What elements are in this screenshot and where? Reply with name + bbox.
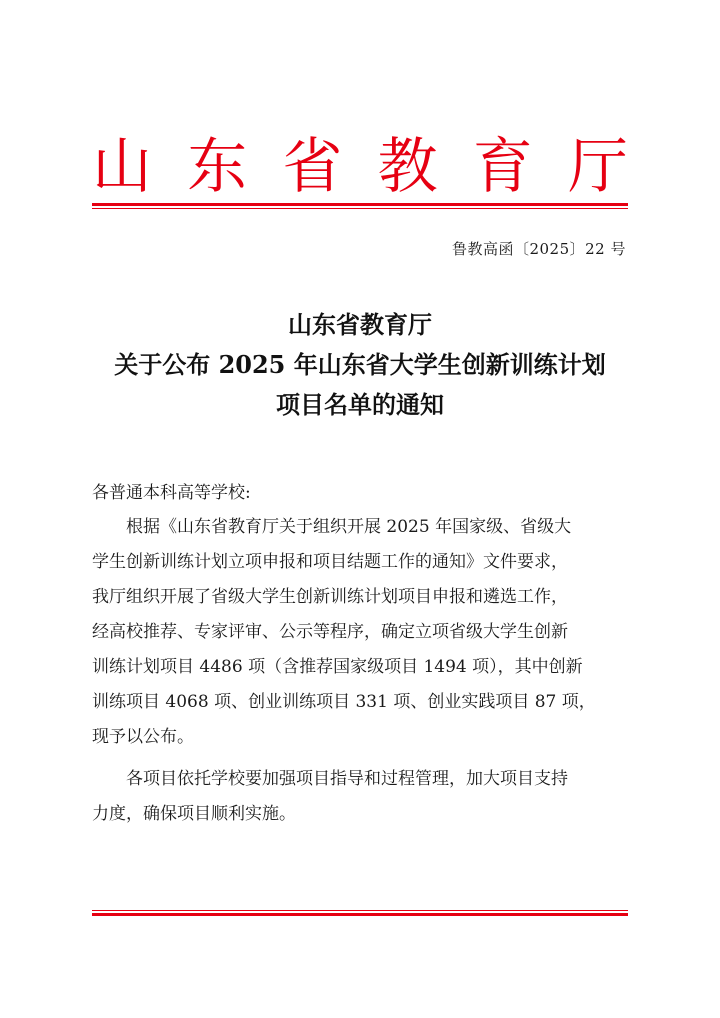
paragraph-line: 根据《山东省教育厅关于组织开展 2025 年国家级、省级大 bbox=[92, 517, 572, 537]
paragraph-line: 我厅组织开展了省级大学生创新训练计划项目申报和遴选工作， bbox=[92, 587, 568, 607]
body-paragraph-1 bbox=[92, 510, 630, 755]
paragraph-line: 力度，确保项目顺利实施。 bbox=[92, 804, 296, 824]
salutation: 各普通本科高等学校: bbox=[92, 483, 251, 503]
masthead-char: 东 bbox=[187, 132, 248, 202]
paragraph-line: 训练计划项目 4486 项（含推荐国家级项目 1494 项），其中创新 bbox=[92, 657, 583, 677]
masthead-char: 教 bbox=[377, 132, 438, 202]
footer-divider-thick bbox=[92, 913, 628, 916]
masthead-char: 省 bbox=[282, 132, 343, 202]
title-line-1: 山东省教育厅 bbox=[288, 310, 432, 339]
document-number: 鲁教高函〔2025〕22 号 bbox=[451, 240, 626, 258]
paragraph-line: 各项目依托学校要加强项目指导和过程管理，加大项目支持 bbox=[92, 769, 568, 789]
masthead-char: 厅 bbox=[567, 132, 628, 202]
title-line-3: 项目名单的通知 bbox=[276, 390, 444, 419]
masthead-char: 育 bbox=[472, 132, 533, 202]
paragraph-line: 经高校推荐、专家评审、公示等程序，确定立项省级大学生创新 bbox=[92, 622, 568, 642]
paragraph-line: 现予以公布。 bbox=[92, 727, 194, 747]
body-paragraph-2 bbox=[92, 762, 630, 832]
footer-divider-thin bbox=[92, 910, 628, 911]
document-title bbox=[92, 305, 628, 425]
title-line-2: 关于公布 2025 年山东省大学生创新训练计划 bbox=[114, 350, 606, 379]
masthead-char: 山 bbox=[92, 132, 152, 202]
masthead-divider-thin bbox=[92, 208, 628, 209]
masthead-divider-thick bbox=[92, 203, 628, 206]
masthead-title bbox=[92, 132, 628, 202]
paragraph-line: 训练项目 4068 项、创业训练项目 331 项、创业实践项目 87 项， bbox=[92, 692, 596, 712]
paragraph-line: 学生创新训练计划立项申报和项目结题工作的通知》文件要求， bbox=[92, 552, 568, 572]
